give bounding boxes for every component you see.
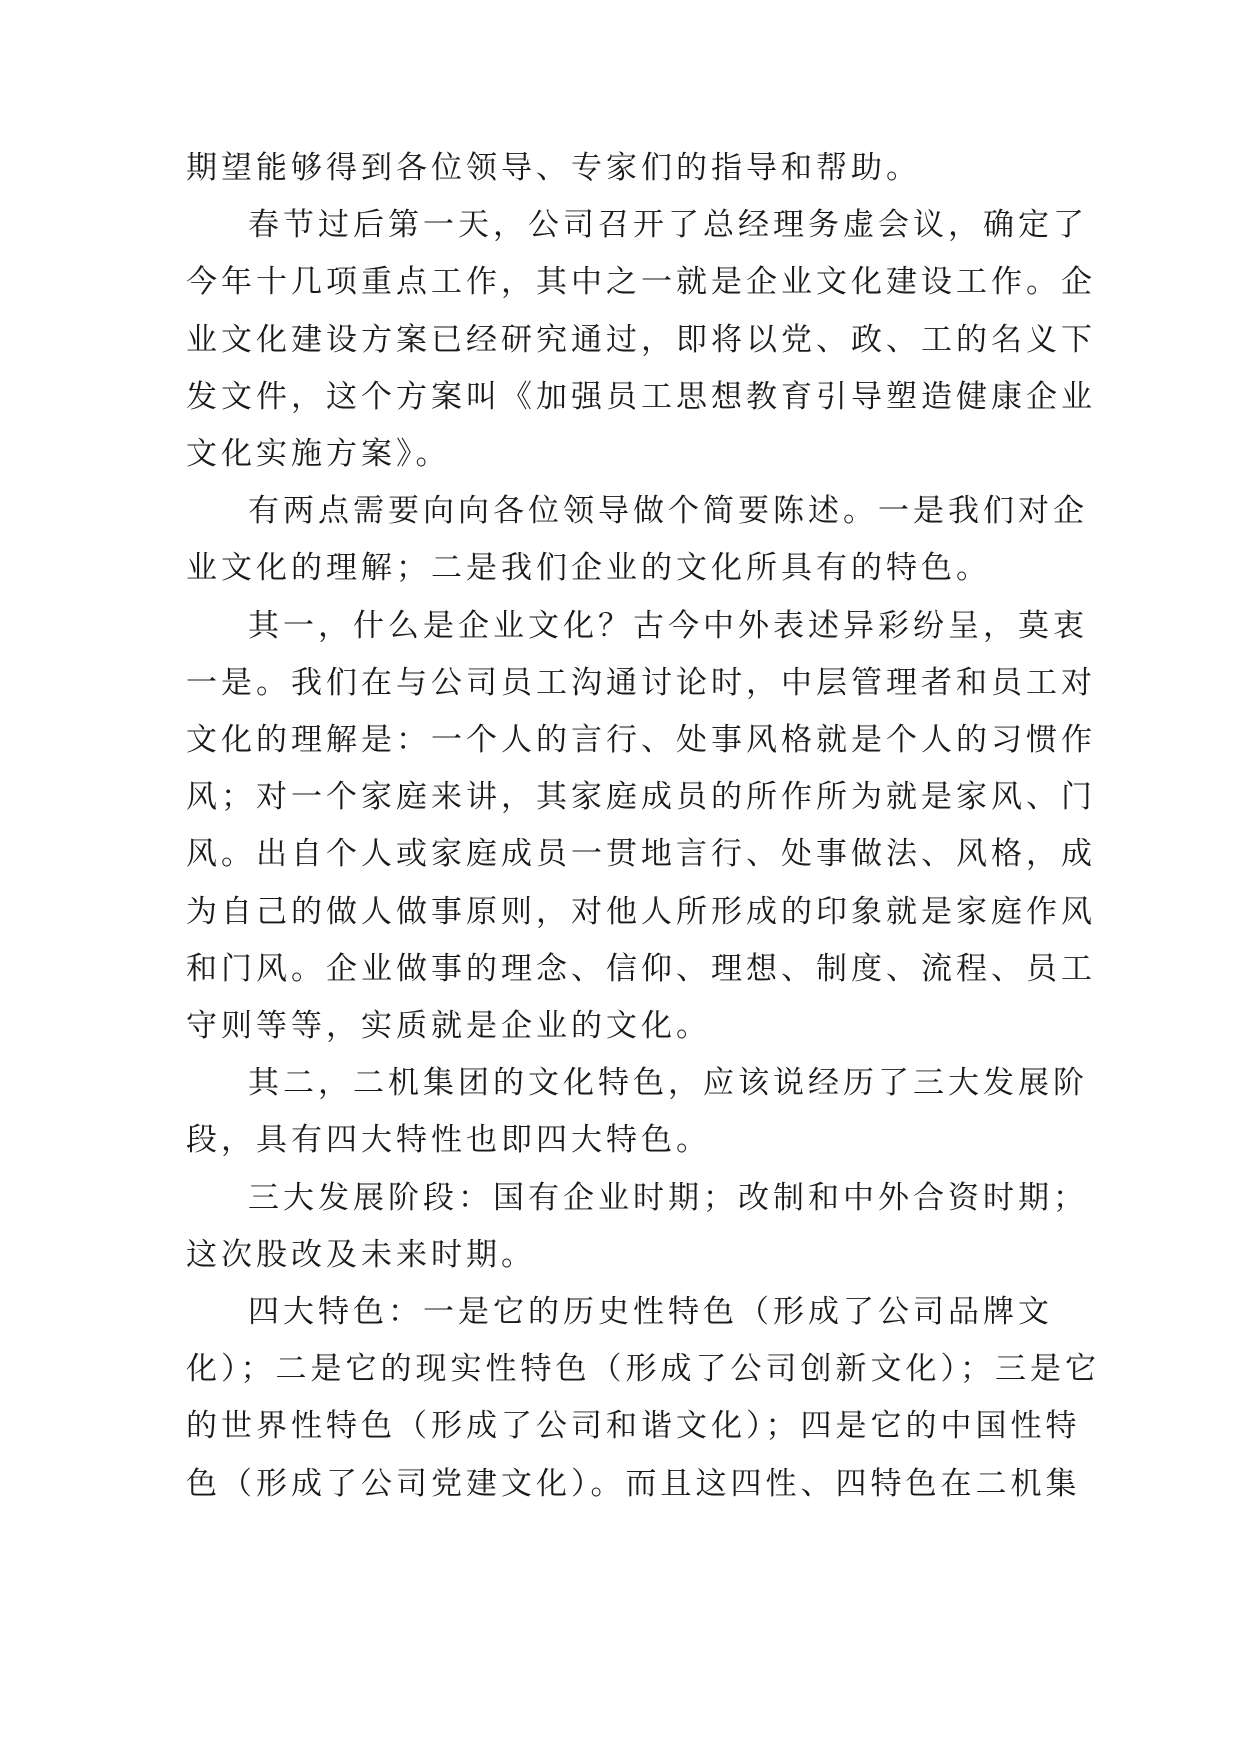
text-line: 文化实施方案》。 (186, 436, 451, 473)
text-line: 三大发展阶段：国有企业时期；改制和中外合资时期； (248, 1179, 1088, 1216)
text-line: 有两点需要向向各位领导做个简要陈述。一是我们对企 (248, 493, 1088, 530)
paragraph (186, 1055, 1088, 1169)
text-line: 春节过后第一天，公司召开了总经理务虚会议，确定了 (248, 207, 1088, 244)
text-line: 四大特色：一是它的历史性特色（形成了公司品牌文 (248, 1294, 1053, 1331)
paragraph (186, 483, 1088, 597)
text-line: 的世界性特色（形成了公司和谐文化）；四是它的中国性特 (186, 1408, 1081, 1445)
paragraph (186, 1170, 1088, 1284)
text-line: 今年十几项重点工作，其中之一就是企业文化建设工作。企 (186, 264, 1096, 301)
text-line: 业文化建设方案已经研究通过，即将以党、政、工的名义下 (186, 321, 1096, 358)
text-line: 文化的理解是：一个人的言行、处事风格就是个人的习惯作 (186, 722, 1096, 759)
paragraph (186, 1284, 1100, 1513)
paragraph (186, 140, 1066, 197)
text-line: 风。出自个人或家庭成员一贯地言行、处事做法、风格，成 (186, 836, 1096, 873)
text-line: 发文件，这个方案叫《加强员工思想教育引导塑造健康企业 (186, 378, 1096, 415)
paragraph (186, 197, 1096, 483)
text-line: 期望能够得到各位领导、专家们的指导和帮助。 (186, 150, 921, 186)
text-line: 化）；二是它的现实性特色（形成了公司创新文化）；三是它 (186, 1351, 1100, 1388)
paragraph (186, 598, 1096, 1056)
text-line: 这次股改及未来时期。 (186, 1236, 536, 1273)
text-line: 一是。我们在与公司员工沟通讨论时，中层管理者和员工对 (186, 664, 1096, 701)
document-page (186, 140, 1100, 1513)
text-line: 和门风。企业做事的理念、信仰、理想、制度、流程、员工 (186, 950, 1096, 987)
text-line: 其二，二机集团的文化特色，应该说经历了三大发展阶 (248, 1065, 1088, 1102)
text-line: 其一，什么是企业文化？古今中外表述异彩纷呈，莫衷 (248, 607, 1088, 644)
text-line: 为自己的做人做事原则，对他人所形成的印象就是家庭作风 (186, 893, 1096, 930)
text-line: 守则等等，实质就是企业的文化。 (186, 1008, 711, 1045)
text-line: 色（形成了公司党建文化）。而且这四性、四特色在二机集 (186, 1465, 1081, 1502)
text-line: 段，具有四大特性也即四大特色。 (186, 1122, 711, 1159)
text-line: 业文化的理解；二是我们企业的文化所具有的特色。 (186, 550, 991, 587)
text-line: 风；对一个家庭来讲，其家庭成员的所作所为就是家风、门 (186, 779, 1096, 816)
